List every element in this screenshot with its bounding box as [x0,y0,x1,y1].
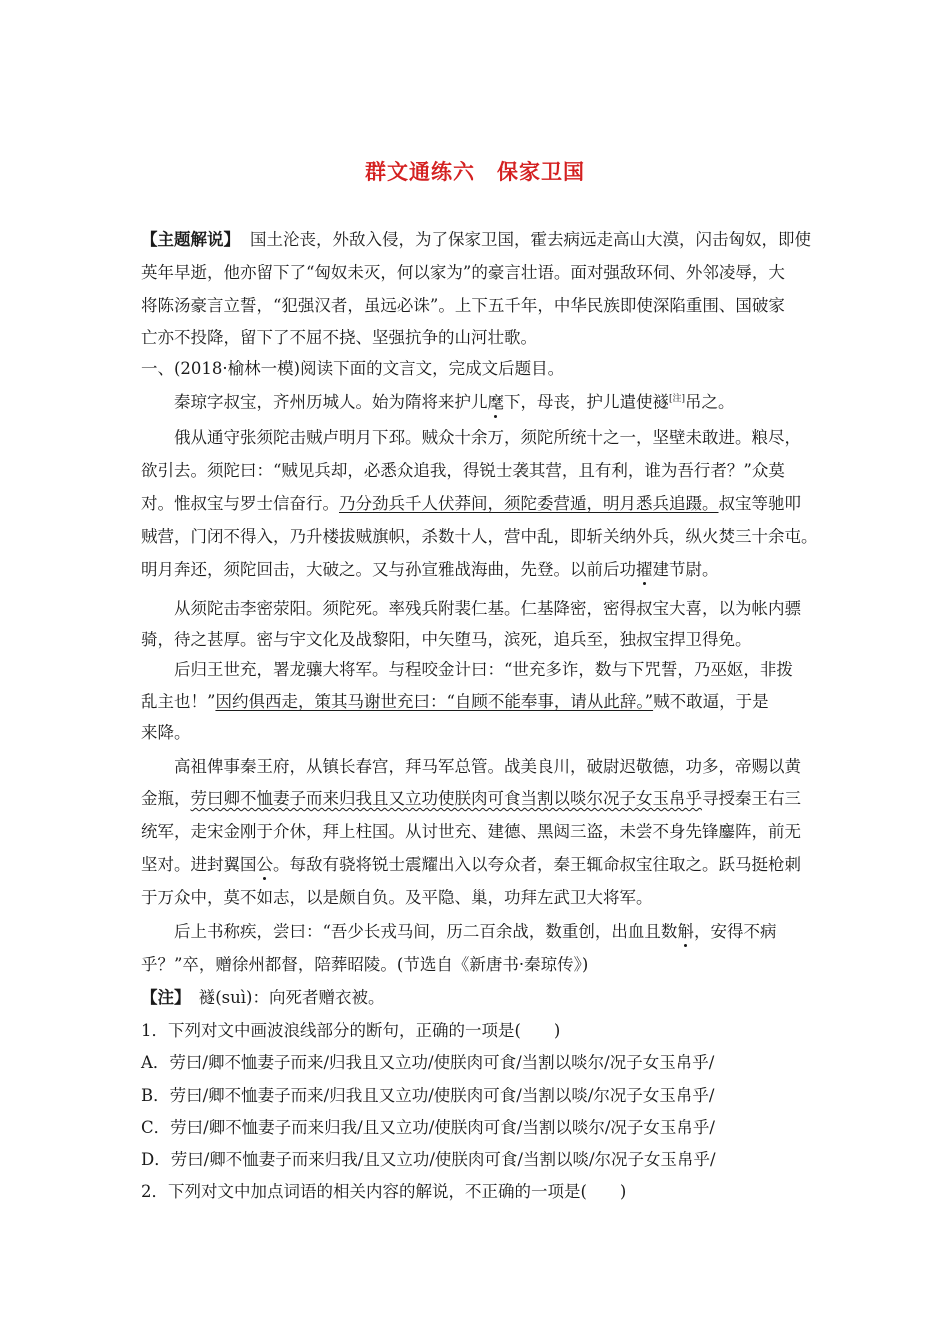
passage-p4-line-3: 来降。 [141,723,191,742]
page-title: 群文通练六 保家卫国 [365,160,585,184]
passage-p5-line-4: 坚对。进封翼国公。每敌有骁将锐士震耀出入以夸众者，秦王辄命叔宝往取之。跃马挺枪刺 [141,855,801,874]
theme-line-4: 亡亦不投降，留下了不屈不挠、坚强抗争的山河壮歌。 [141,328,537,347]
underlined-sentence-1: 乃分劲兵千人伏莽间，须陀委营遁，明月悉兵追蹑。 [339,494,719,513]
note-label: 【注】 [141,988,183,1007]
note-marker: [注] [669,394,686,404]
passage-p5-line-5: 于万众中，莫不如志，以是颇自负。及平隐、巢，功拜左武卫大将军。 [141,888,653,907]
note-text: 襚(suì)：向死者赠衣被。 [182,988,385,1007]
section-heading: 一、(2018·榆林一模)阅读下面的文言文，完成文后题目。 [141,359,565,378]
theme-line-2: 英年早逝，他亦留下了“匈奴未灭，何以家为”的豪言壮语。面对强敌环伺、外邻凌辱，大 [141,263,785,282]
theme-text-1: 国土沦丧，外敌入侵，为了保家卫国，霍去病远走高山大漠，闪击匈奴，即使 [250,230,811,249]
theme-label: 【主题解说】 [141,230,240,249]
theme-line-1 [141,230,811,250]
dotted-word: 擢 [636,560,653,579]
underlined-sentence-2: 因约俱西走，策其马谢世充曰：“自顾不能奉事，请从此辞。” [215,692,654,711]
passage-p5-line-3: 统军，走宋金刚于介休，拜上柱国。从讨世充、建德、黑闼三盗，未尝不身先锋鏖阵，前无 [141,822,801,841]
passage-p4-line-1: 后归王世充，署龙骧大将军。与程咬金计曰：“世充多诈，数与下咒誓，乃巫妪，非拨 [174,660,793,679]
passage-p6-line-2: 乎？”卒，赠徐州都督，陪葬昭陵。(节选自《新唐书·秦琼传》) [141,955,589,974]
passage-p5-line-1: 高祖俾事秦王府，从镇长春宫，拜马军总管。战美良川，破尉迟敬德，功多，帝赐以黄 [174,757,801,776]
passage-p2-line-4: 贼营，门闭不得入，乃升楼拔贼旗帜，杀数十人，营中乱，即斩关纳外兵，纵火焚三十余屯。 [141,527,818,546]
wavy-underlined-passage: 劳曰卿不恤妻子而来归我且又立功使朕肉可食当割以啖尔况子女玉帛乎 [190,789,702,808]
theme-line-3: 将陈汤豪言立誓，“犯强汉者，虽远必诛”。上下五千年，中华民族即使深陷重围、国破家 [141,296,785,315]
passage-p2-line-2: 欲引去。须陀曰：“贼见兵却，必悉众追我，得锐士袭其营，且有利，谁为吾行者？”众莫 [141,461,785,480]
question-1-stem: 1．下列对文中画波浪线部分的断句，正确的一项是( ) [141,1021,561,1040]
passage-p2-line-5: 明月奔还，须陀回击，大破之。又与孙宣雅战海曲，先登。以前后功擢建节尉。 [141,560,719,579]
passage-p2-line-1: 俄从通守张须陀击贼卢明月下邳。贼众十余万，须陀所统十之一，坚壁未敢进。粮尽， [174,428,801,447]
passage-p3-line-1: 从须陀击李密荥阳。须陀死。率残兵附裴仁基。仁基降密，密得叔宝大喜，以为帐内骠 [174,599,801,618]
passage-p3-line-2: 骑，待之甚厚。密与宇文化及战黎阳，中矢堕马，滨死，追兵至，独叔宝捍卫得免。 [141,630,752,649]
passage-p1: 秦琼字叔宝，齐州历城人。始为隋将来护儿麾下，母丧，护儿遣使襚[注]吊之。 [174,392,735,412]
question-1-option-a: A．劳曰/卿不恤妻子而来/归我且又立功/使朕肉可食/当割以啖尔/况子女玉帛乎/ [141,1053,715,1072]
dotted-word: 麾 [487,392,504,412]
passage-p5-line-2: 金瓶，劳曰卿不恤妻子而来归我且又立功使朕肉可食当割以啖尔况子女玉帛乎寻授秦王右三 [141,789,801,808]
passage-p4-line-2: 乱主也！”因约俱西走，策其马谢世充曰：“自顾不能奉事，请从此辞。”贼不敢逼，于是 [141,692,769,711]
question-1-option-b: B．劳曰/卿不恤妻子而来/归我且又立功/使朕肉可食/当割以啖/尔况子女玉帛乎/ [141,1086,715,1105]
dotted-word: 公 [256,855,273,874]
question-1-option-d: D．劳曰/卿不恤妻子而来归我/且又立功/使朕肉可食/当割以啖/尔况子女玉帛乎/ [141,1150,716,1169]
annotation [141,988,385,1008]
passage-p2-line-3: 对。惟叔宝与罗士信奋行。乃分劲兵千人伏莽间，须陀委营遁，明月悉兵追蹑。叔宝等驰叩 [141,494,801,513]
passage-p6-line-1: 后上书称疾，尝曰：“吾少长戎马间，历二百余战，数重创，出血且数斛，安得不病 [174,922,777,941]
question-1-option-c: C．劳曰/卿不恤妻子而来归我/且又立功/使朕肉可食/当割以啖尔/况子女玉帛乎/ [141,1118,715,1137]
question-2-stem: 2．下列对文中加点词语的相关内容的解说，不正确的一项是( ) [141,1182,627,1201]
dotted-word: 斛 [677,922,694,941]
